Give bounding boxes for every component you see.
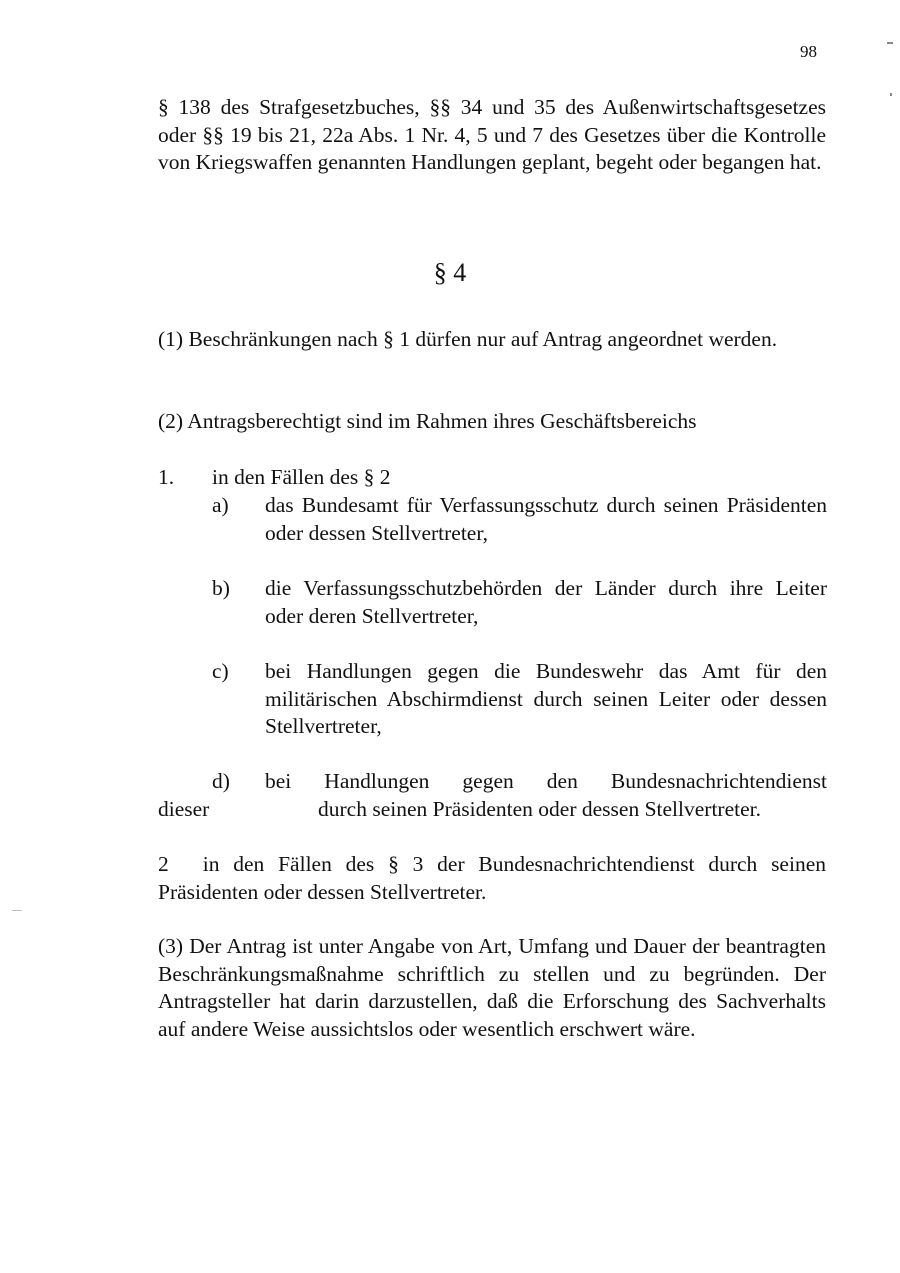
list-item-2 [158,851,826,906]
list-number-1: 1. [158,465,175,489]
sub-item-d-line2: durch seinen Präsidenten oder dessen Stellvertreter. [318,797,761,821]
scan-mark [887,42,893,44]
sub-item-c-text: bei Handlungen gegen die Bundeswehr das Amt für den militärischen Abschirmdienst durch seinen Leiter oder dessen Stellvertreter, [265,659,827,738]
paragraph-2: (2) Antragsberechtigt sind im Rahmen ihres Geschäftsbereichs [158,409,697,433]
sub-item-d-word: dieser [158,797,210,821]
sub-item-d-line1: bei Handlungen gegen den Bundesnachrichtendienst [265,769,827,793]
sub-label-d: d) [212,769,230,793]
sub-item-a-text: das Bundesamt für Verfassungsschutz durch seinen Präsidenten oder dessen Stellvertreter, [265,493,827,545]
list-item-1-text: in den Fällen des § 2 [212,465,391,489]
sub-item-b-text: die Verfassungsschutzbehörden der Länder durch ihre Leiter oder deren Stellvertreter, [265,576,827,628]
scan-mark [890,93,892,96]
sub-label-a: a) [212,493,229,517]
list-item-2-text: in den Fällen des § 3 der Bundesnachrichtendienst durch seinen Präsidenten oder dessen Stellvertreter. [158,852,826,904]
page-number: 98 [800,42,817,61]
sub-label-c: c) [212,659,229,683]
paragraph-3: (3) Der Antrag ist unter Angabe von Art, Umfang und Dauer der beantragten Beschränkungsmaßnahme schriftlich zu stellen und zu begründen. Der Antragsteller hat darin darzustellen, daß die Erforschung des Sachverhalts auf andere Weise aussichtslos oder wesentlich erschwert wäre. [158,934,826,1041]
section-heading: § 4 [433,258,467,287]
intro-paragraph: § 138 des Strafgesetzbuches, §§ 34 und 35 des Außenwirtschaftsgesetzes oder §§ 19 bis 21, 22a Abs. 1 Nr. 4, 5 und 7 des Gesetzes über die Kontrolle von Kriegswaffen genannten Handlungen geplant, begeht oder begangen hat. [158,95,826,174]
sub-label-b: b) [212,576,230,600]
scan-mark [12,910,22,911]
list-number-2: 2 [158,852,169,876]
paragraph-1: (1) Beschränkungen nach § 1 dürfen nur auf Antrag angeordnet werden. [158,327,778,351]
